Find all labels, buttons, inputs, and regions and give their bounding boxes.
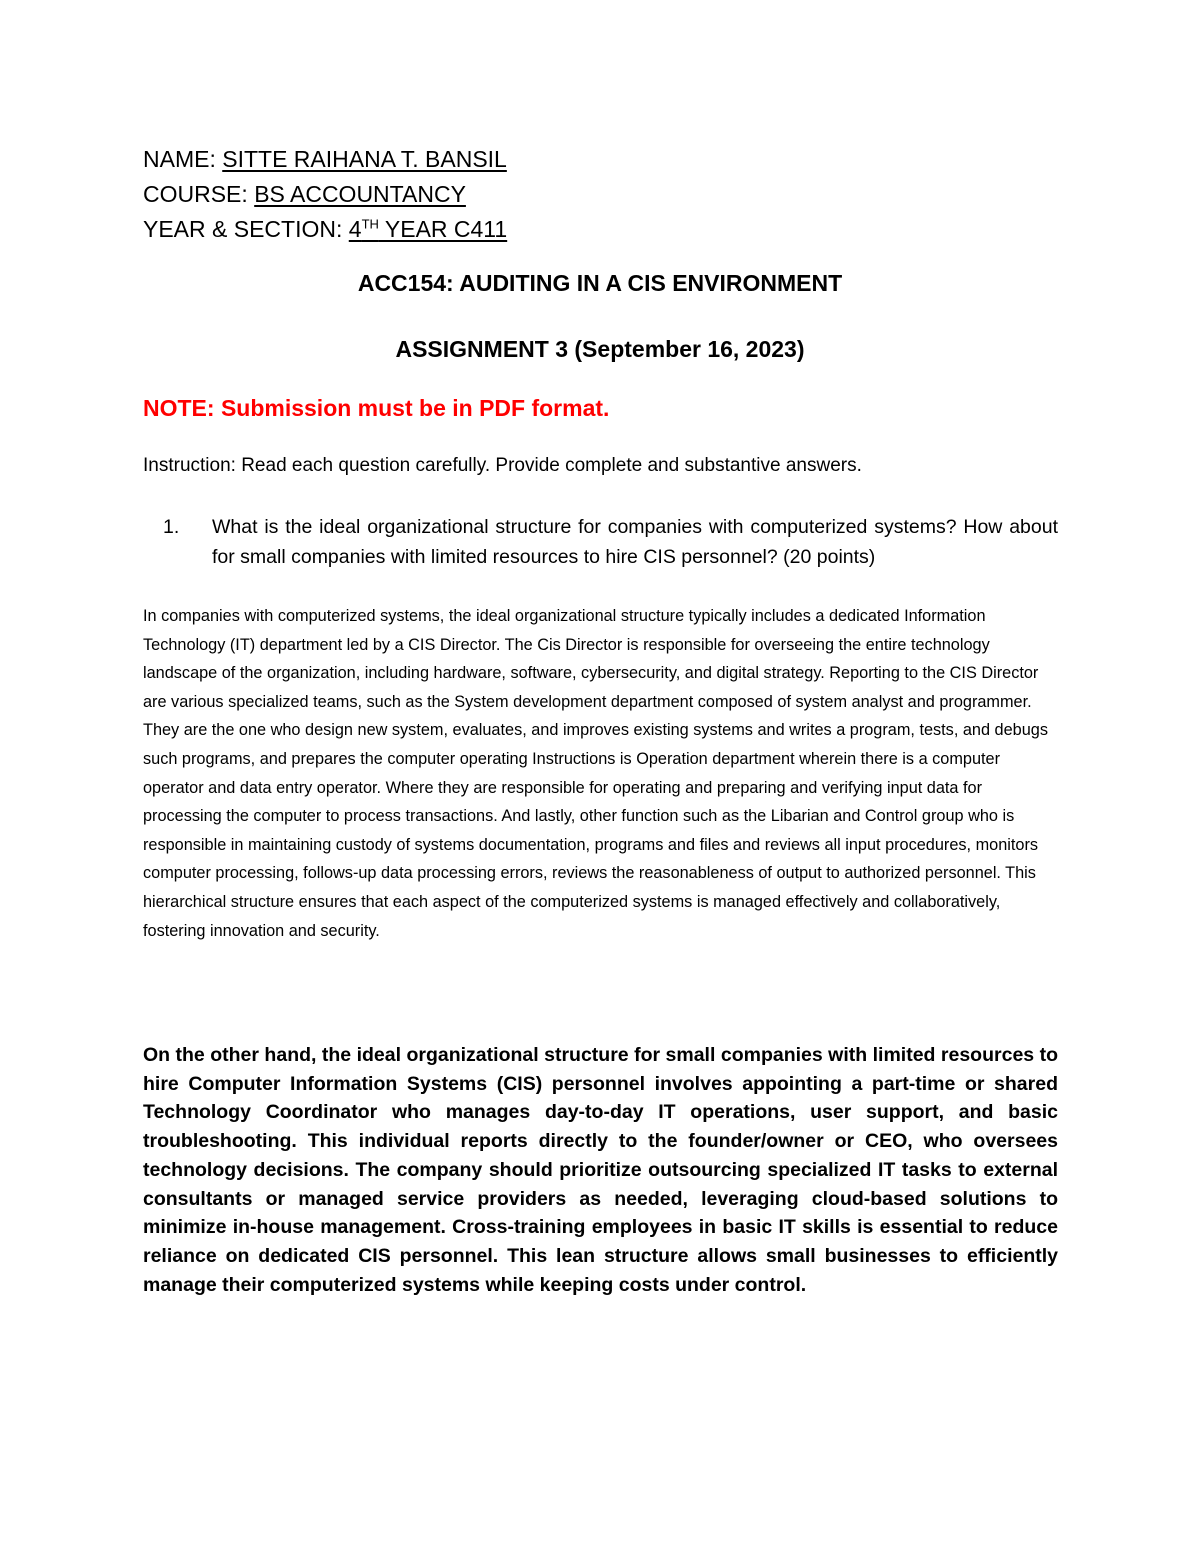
course-title: ACC154: AUDITING IN A CIS ENVIRONMENT [357,270,843,296]
year-section-row [143,212,507,247]
name-row [143,142,507,177]
name-value: SITTE RAIHANA T. BANSIL [222,146,507,172]
year-section-value [349,216,507,242]
submission-note: NOTE: Submission must be in PDF format. [143,395,610,421]
question-1 [163,512,1058,572]
year-section-label: YEAR & SECTION: [143,216,343,242]
student-info [143,142,507,247]
question-text: What is the ideal organizational structure for companies with computerized systems? How about for small companies with limited resources to hire CIS personnel? (20 points) [212,516,1058,568]
question-number: 1. [163,516,180,538]
course-row [143,177,507,212]
course-label: COURSE: [143,181,248,207]
answer-paragraph-2: On the other hand, the ideal organizational structure for small companies with limited resources to hire Computer Information Systems (CIS) personnel involves appointing a part-time or shared Technology Coordinator who manages day-to-day IT operations, user support, and basic troubleshooting. This individual reports directly to the founder/owner or CEO, who oversees technology decisions. The company should prioritize outsourcing specialized IT tasks to external consultants or managed service providers as needed, leveraging cloud-based solutions to minimize in-house management. Cross-training employees in basic IT skills is essential to reduce reliance on dedicated CIS personnel. This lean structure allows small businesses to efficiently manage their computerized systems while keeping costs under control. [143,1044,1058,1296]
year-rest: YEAR C411 [378,216,508,242]
instruction-text: Instruction: Read each question carefully. Provide complete and substantive answers. [143,455,862,476]
course-value: BS ACCOUNTANCY [254,181,466,207]
year-suffix: TH [361,216,379,232]
assignment-title: ASSIGNMENT 3 (September 16, 2023) [395,336,805,362]
name-label: NAME: [143,146,216,172]
year-number: 4 [348,216,362,242]
answer-paragraph-1: In companies with computerized systems, the ideal organizational structure typically includes a dedicated Information Technology (IT) department led by a CIS Director. The Cis Director is responsible for overseeing the entire technology landscape of the organization, including hardware, software, cybersecurity, and digital strategy. Reporting to the CIS Director are various specialized teams, such as the System development department composed of system analyst and programmer. They are the one who design new system, evaluates, and improves existing systems and writes a program, tests, and debugs such programs, and prepares the computer operating Instructions is Operation department wherein there is a computer operator and data entry operator. Where they are responsible for operating and preparing and verifying input data for processing the computer to process transactions. And lastly, other function such as the Libarian and Control group who is responsible in maintaining custody of systems documentation, programs and files and reviews all input procedures, monitors computer processing, follows-up data processing errors, reviews the reasonableness of output to authorized personnel. This hierarchical structure ensures that each aspect of the computerized systems is managed effectively and collaboratively, fostering innovation and security. [143,607,1048,940]
